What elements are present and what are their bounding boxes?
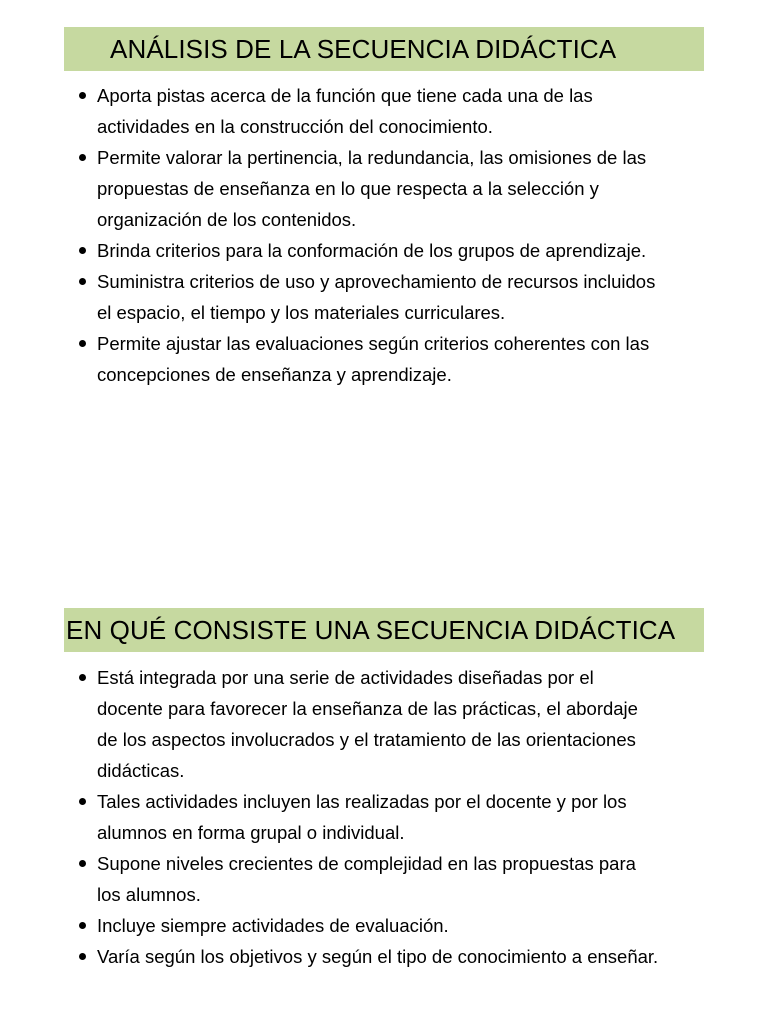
bullet-icon <box>79 340 86 347</box>
bullet-icon <box>79 247 86 254</box>
bullet-icon <box>79 860 86 867</box>
section-title-analisis: ANÁLISIS DE LA SECUENCIA DIDÁCTICA <box>64 27 704 71</box>
list-item: Supone niveles crecientes de complejidad en las propuestas para los alumnos. <box>78 848 718 910</box>
list-item: Varía según los objetivos y según el tipo de conocimiento a enseñar. <box>78 941 718 972</box>
bullet-icon <box>79 953 86 960</box>
list-item: Permite valorar la pertinencia, la redundancia, las omisiones de las propuestas de enseñanza en lo que respecta a la selección y organización de los contenidos. <box>78 142 718 235</box>
list-item: Incluye siempre actividades de evaluación. <box>78 910 718 941</box>
bullet-icon <box>79 92 86 99</box>
list-item: Está integrada por una serie de actividades diseñadas por el docente para favorecer la enseñanza de las prácticas, el abordaje de los aspectos involucrados y el tratamiento de las orientaciones didácticas. <box>78 662 718 786</box>
bullet-icon <box>79 278 86 285</box>
section-title-consiste: EN QUÉ CONSISTE UNA SECUENCIA DIDÁCTICA <box>64 608 704 652</box>
bullet-list-consiste <box>78 662 718 972</box>
list-item: Aporta pistas acerca de la función que tiene cada una de las actividades en la construcción del conocimiento. <box>78 80 718 142</box>
list-item: Permite ajustar las evaluaciones según criterios coherentes con las concepciones de enseñanza y aprendizaje. <box>78 328 718 390</box>
bullet-list-analisis <box>78 80 718 390</box>
bullet-icon <box>79 674 86 681</box>
bullet-icon <box>79 922 86 929</box>
list-item: Tales actividades incluyen las realizadas por el docente y por los alumnos en forma grupal o individual. <box>78 786 718 848</box>
bullet-icon <box>79 798 86 805</box>
list-item: Brinda criterios para la conformación de los grupos de aprendizaje. <box>78 235 718 266</box>
bullet-icon <box>79 154 86 161</box>
list-item: Suministra criterios de uso y aprovechamiento de recursos incluidos el espacio, el tiempo y los materiales curriculares. <box>78 266 718 328</box>
